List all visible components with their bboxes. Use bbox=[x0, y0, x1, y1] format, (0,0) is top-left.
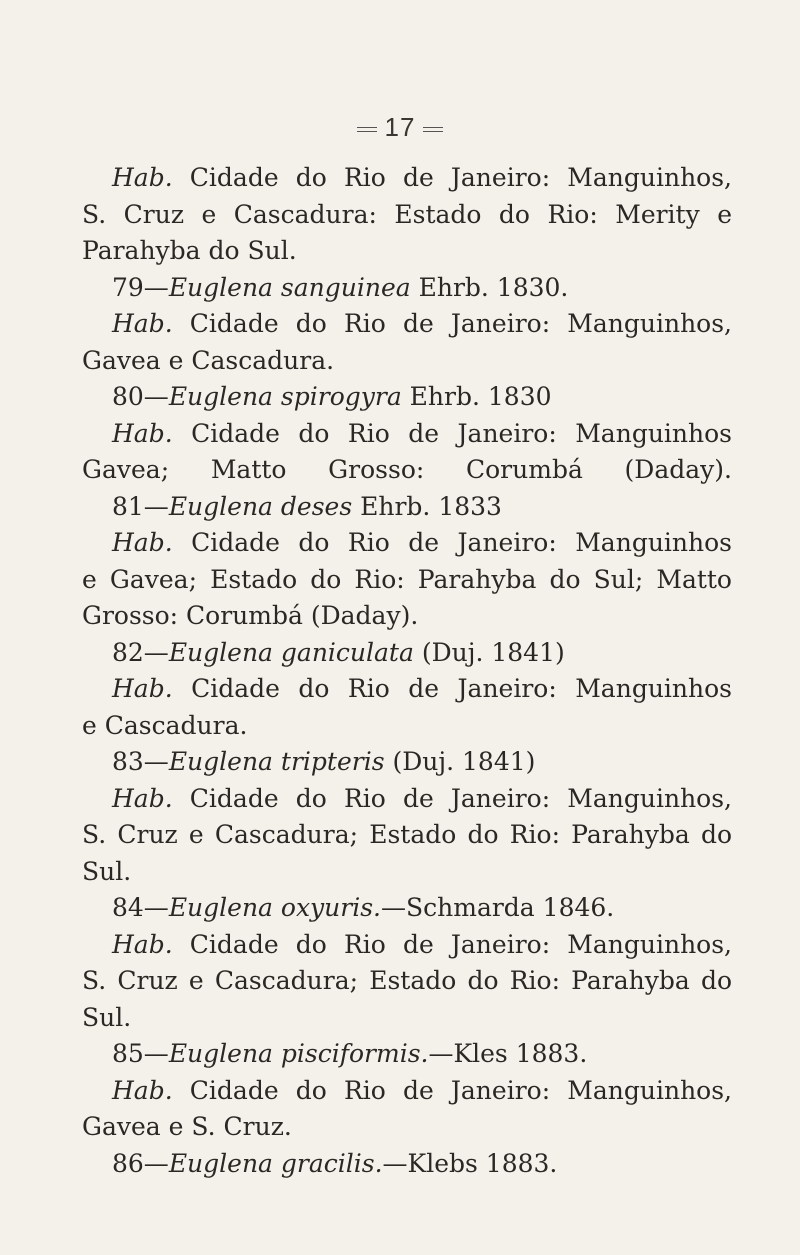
species-authority: —Schmarda 1846. bbox=[381, 893, 615, 922]
text-line-content: Gavea e S. Cruz. bbox=[82, 1112, 292, 1141]
species-number: 83— bbox=[112, 747, 169, 776]
species-entry bbox=[82, 489, 732, 526]
species-name: Euglena gracilis. bbox=[168, 1148, 383, 1178]
text-line bbox=[82, 343, 732, 380]
species-name: Euglena spirogyra bbox=[168, 382, 402, 411]
species-authority: Ehrb. 1830 bbox=[401, 382, 552, 411]
species-name: Euglena oxyuris. bbox=[168, 893, 382, 922]
species-entry bbox=[82, 1036, 732, 1073]
habitat-label: Hab. bbox=[112, 163, 173, 192]
text-line bbox=[82, 708, 732, 745]
text-line-content: Parahyba do Sul. bbox=[82, 236, 297, 265]
text-line-content: Gavea; Matto Grosso: Corumbá (Daday). bbox=[82, 455, 732, 484]
habitat-line bbox=[82, 927, 732, 964]
habitat-text: Cidade do Rio de Janeiro: Manguinhos bbox=[172, 418, 732, 448]
species-name: Euglena tripteris bbox=[168, 747, 385, 776]
habitat-label: Hab. bbox=[112, 1075, 173, 1105]
text-line-content: Sul. bbox=[82, 1002, 132, 1032]
species-authority: —Kles 1883. bbox=[428, 1039, 588, 1068]
text-line-content: S. Cruz e Cascadura: Estado do Rio: Merity e bbox=[82, 199, 732, 229]
text-line bbox=[82, 452, 732, 489]
habitat-line bbox=[82, 160, 732, 197]
habitat-label: Hab. bbox=[112, 783, 173, 813]
habitat-line bbox=[82, 671, 732, 708]
text-line bbox=[82, 963, 732, 1000]
species-name: Euglena sanguinea bbox=[168, 272, 411, 302]
text-line bbox=[82, 1109, 732, 1146]
habitat-line bbox=[82, 781, 732, 818]
habitat-label: Hab. bbox=[112, 929, 173, 959]
habitat-label: Hab. bbox=[112, 418, 173, 448]
habitat-text: Cidade do Rio de Janeiro: Manguinhos, bbox=[172, 1075, 732, 1105]
species-entry bbox=[82, 1146, 732, 1183]
text-line-content: S. Cruz e Cascadura; Estado do Rio: Parahyba do bbox=[82, 966, 732, 995]
species-entry bbox=[82, 744, 732, 781]
species-authority: Ehrb. 1833 bbox=[352, 491, 502, 521]
habitat-line bbox=[82, 1073, 732, 1110]
species-entry bbox=[82, 379, 732, 416]
species-authority: (Duj. 1841) bbox=[384, 747, 536, 776]
species-number: 79— bbox=[112, 272, 169, 302]
body-text bbox=[82, 160, 732, 1182]
species-number: 86— bbox=[112, 1148, 169, 1178]
habitat-text: Cidade do Rio de Janeiro: Manguinhos, bbox=[172, 783, 732, 813]
text-line bbox=[82, 854, 732, 891]
text-line-content: e Cascadura. bbox=[82, 710, 248, 740]
habitat-label: Hab. bbox=[112, 528, 173, 557]
text-line bbox=[82, 562, 732, 599]
page-number-text: 17 bbox=[384, 112, 416, 142]
species-entry bbox=[82, 635, 732, 672]
species-number: 84— bbox=[112, 893, 169, 922]
habitat-text: Cidade do Rio de Janeiro: Manguinhos bbox=[172, 674, 732, 703]
text-line-content: Grosso: Corumbá (Daday). bbox=[82, 601, 419, 630]
text-line bbox=[82, 197, 732, 234]
species-authority: Ehrb. 1830. bbox=[410, 272, 569, 302]
habitat-label: Hab. bbox=[112, 309, 173, 338]
page-number bbox=[0, 112, 800, 143]
species-number: 85— bbox=[112, 1039, 169, 1068]
habitat-line bbox=[82, 306, 732, 343]
species-number: 80— bbox=[112, 382, 169, 411]
text-line-content: Sul. bbox=[82, 856, 132, 886]
habitat-label: Hab. bbox=[112, 674, 173, 703]
habitat-line bbox=[82, 416, 732, 453]
page-number-dash-left bbox=[357, 127, 377, 132]
text-line-content: S. Cruz e Cascadura; Estado do Rio: Parahyba do bbox=[82, 820, 732, 849]
text-line bbox=[82, 1000, 732, 1037]
habitat-text: Cidade do Rio de Janeiro: Manguinhos, bbox=[172, 309, 732, 338]
page-number-dash-right bbox=[423, 127, 443, 132]
species-name: Euglena ganiculata bbox=[168, 637, 414, 667]
text-line bbox=[82, 233, 732, 270]
species-entry bbox=[82, 270, 732, 307]
species-number: 81— bbox=[112, 491, 169, 521]
text-line bbox=[82, 598, 732, 635]
habitat-text: Cidade do Rio de Janeiro: Manguinhos bbox=[172, 528, 732, 557]
text-line-content: Gavea e Cascadura. bbox=[82, 345, 335, 375]
text-line bbox=[82, 817, 732, 854]
habitat-text: Cidade do Rio de Janeiro: Manguinhos, bbox=[172, 929, 732, 959]
species-authority: —Klebs 1883. bbox=[382, 1148, 558, 1178]
species-name: Euglena pisciformis. bbox=[168, 1039, 429, 1068]
habitat-line bbox=[82, 525, 732, 562]
species-name: Euglena deses bbox=[168, 491, 353, 521]
text-line-content: e Gavea; Estado do Rio: Parahyba do Sul; Matto bbox=[82, 564, 732, 594]
species-number: 82— bbox=[112, 637, 169, 667]
species-authority: (Duj. 1841) bbox=[413, 637, 565, 667]
species-entry bbox=[82, 890, 732, 927]
habitat-text: Cidade do Rio de Janeiro: Manguinhos, bbox=[172, 163, 732, 192]
